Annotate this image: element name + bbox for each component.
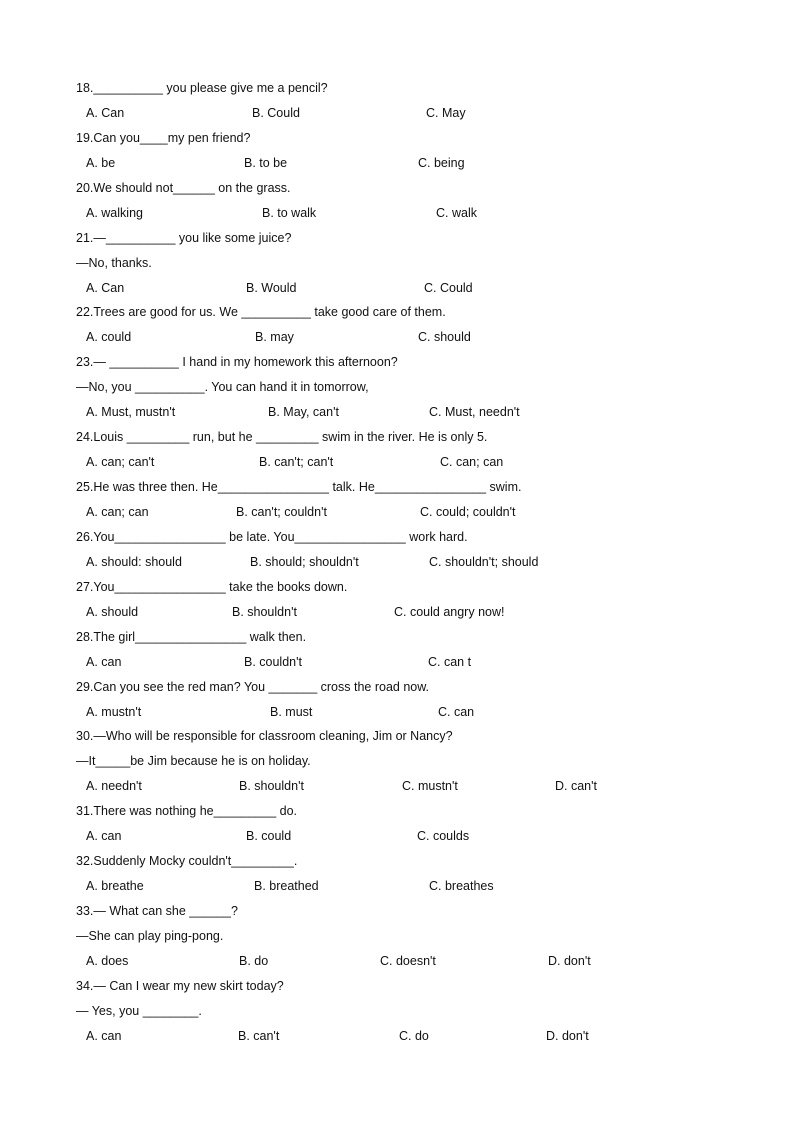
answer-option: A. should [86,604,139,619]
answer-option: C. could angry now! [394,604,505,619]
answer-option: A. be [86,155,116,170]
answer-option: A. needn't [86,779,142,794]
answer-option: A. breathe [86,879,144,894]
answer-option: C. Could [424,280,473,295]
answer-option: C. can t [428,654,472,669]
question-stem: 29.Can you see the red man? You _______ cross the road now. [76,679,430,694]
answer-option: C. can; can [440,455,504,470]
answer-option: B. to walk [262,205,317,220]
answer-option: C. can [438,704,475,719]
answer-option: D. don't [548,953,591,968]
answer-option: A. Can [86,280,125,295]
question-stem: 31.There was nothing he_________ do. [76,804,298,819]
answer-option: C. should [418,330,471,345]
answer-option: B. shouldn't [239,779,304,794]
answer-option: A. can; can't [86,455,155,470]
answer-option: A. walking [86,205,143,220]
answer-option: B. Would [246,280,297,295]
question-stem: 28.The girl________________ walk then. [76,629,307,644]
answer-option: B. shouldn't [232,604,297,619]
question-stem: 25.He was three then. He________________ talk. He________________ swim. [76,480,522,495]
answer-option: C. May [426,105,466,120]
answer-option: B. May, can't [268,405,339,420]
question-stem: 34.— Can I wear my new skirt today? [76,978,284,993]
answer-option: B. can't; can't [259,455,334,470]
answer-option: B. couldn't [244,654,302,669]
answer-option: B. can't [238,1028,280,1043]
question-stem: 18.__________ you please give me a pencil? [76,81,328,95]
answer-option: A. can; can [86,504,149,519]
answer-option: A. could [86,330,132,345]
answer-option: A. can [86,1028,122,1043]
answer-option: C. Must, needn't [429,405,520,420]
question-stem: 20.We should not______ on the grass. [76,180,291,195]
answer-option: B. could [246,829,292,844]
question-stem: 23.— __________ I hand in my homework this afternoon? [76,355,398,370]
answer-option: C. doesn't [380,953,436,968]
question-stem: 21.—__________ you like some juice? [76,230,292,245]
answer-option: C. do [399,1028,429,1043]
question-stem: 27.You________________ take the books down. [76,579,348,594]
question-stem: 24.Louis _________ run, but he _________ swim in the river. He is only 5. [76,430,488,445]
answer-option: B. should; shouldn't [250,554,359,569]
question-dialogue-line: —She can play ping-pong. [76,928,224,943]
answer-option: C. being [418,155,465,170]
answer-option: B. must [270,704,313,719]
answer-option: D. don't [546,1028,589,1043]
answer-option: C. mustn't [402,779,458,794]
question-stem: 32.Suddenly Mocky couldn't_________. [76,854,298,869]
question-dialogue-line: —No, you __________. You can hand it in tomorrow, [76,380,369,395]
answer-option: C. shouldn't; should [429,554,539,569]
answer-option: A. Can [86,105,125,120]
answer-option: C. breathes [429,879,494,894]
question-dialogue-line: — Yes, you ________. [76,1003,202,1018]
question-stem: 33.— What can she ______? [76,904,238,919]
question-stem: 19.Can you____my pen friend? [76,130,251,145]
question-dialogue-line: —No, thanks. [76,255,152,270]
answer-option: C. walk [436,205,477,220]
answer-option: B. may [255,330,294,345]
question-dialogue-line: —It_____be Jim because he is on holiday. [76,754,311,769]
question-stem: 26.You________________ be late. You________________ work hard. [76,529,468,544]
answer-option: A. should: should [86,554,182,569]
answer-option: C. could; couldn't [420,504,516,519]
answer-option: B. do [239,953,269,968]
answer-option: D. can't [555,779,597,794]
answer-option: A. does [86,953,129,968]
answer-option: B. Could [252,105,300,120]
answer-option: A. mustn't [86,704,142,719]
answer-option: A. can [86,654,122,669]
answer-option: C. coulds [417,829,470,844]
question-stem: 22.Trees are good for us. We __________ take good care of them. [76,305,446,320]
answer-option: B. breathed [254,879,319,894]
answer-option: B. can't; couldn't [236,504,327,519]
answer-option: A. can [86,829,122,844]
answer-option: B. to be [244,155,288,170]
question-stem: 30.—Who will be responsible for classroom cleaning, Jim or Nancy? [76,729,453,744]
answer-option: A. Must, mustn't [86,405,176,420]
